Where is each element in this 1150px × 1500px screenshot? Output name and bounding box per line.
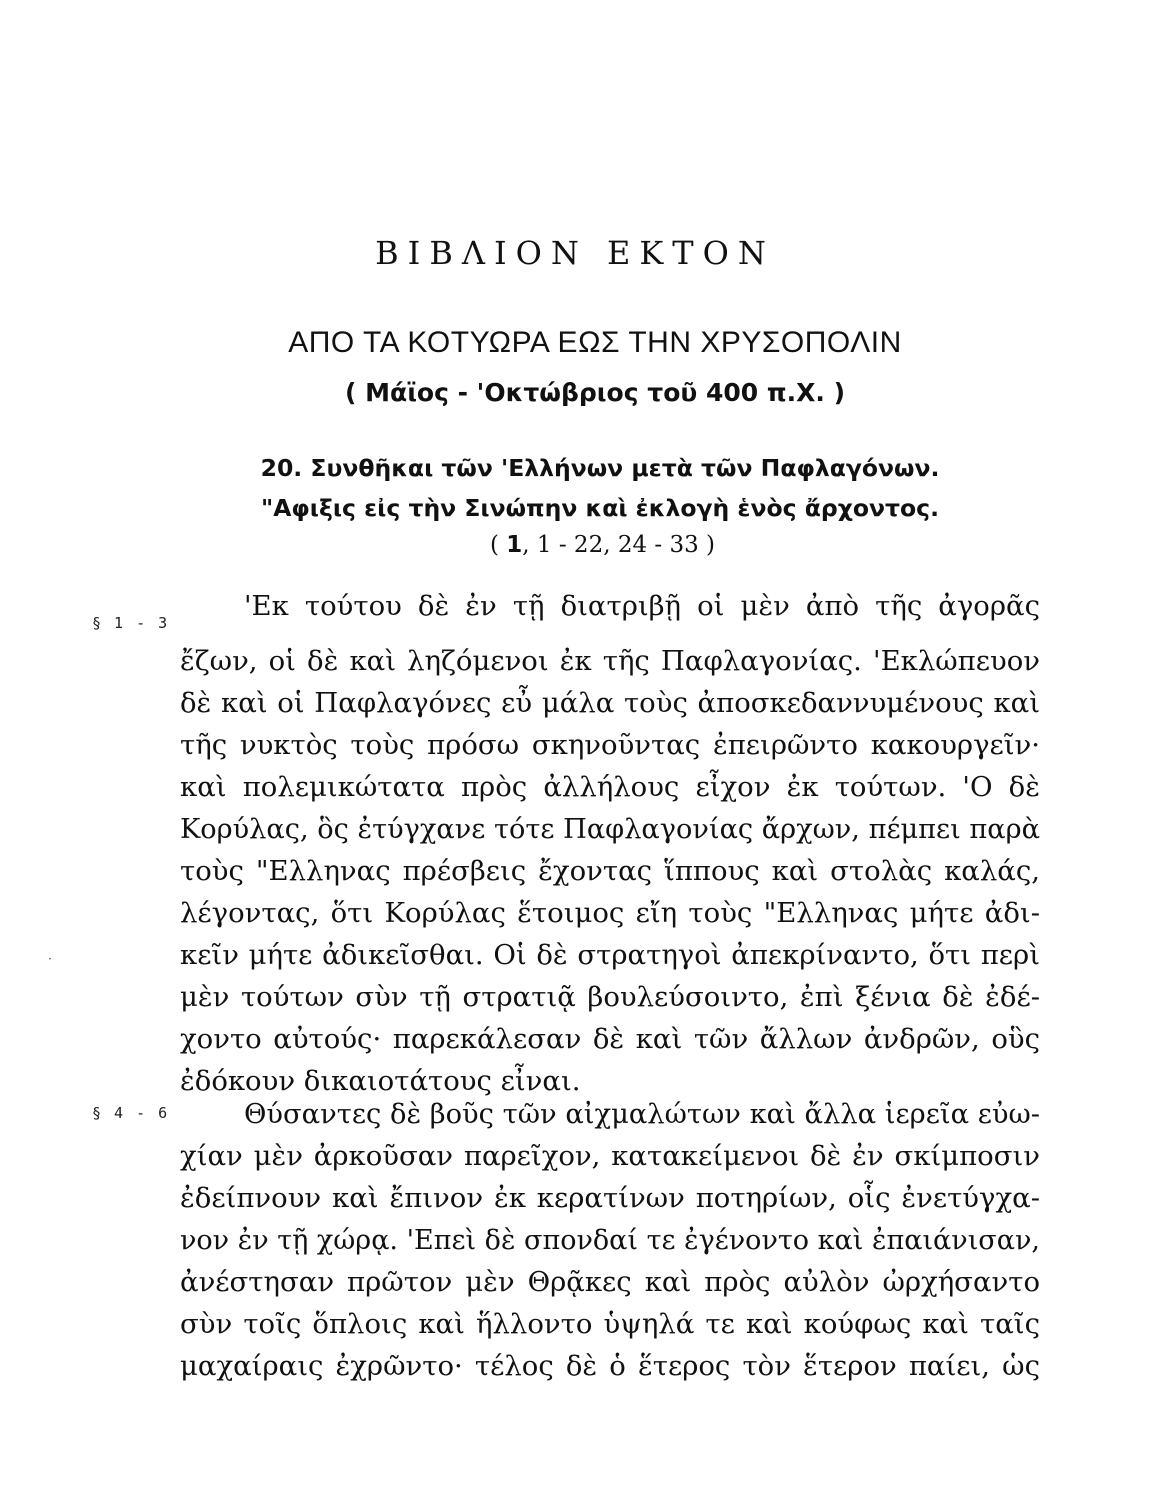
text-line: χίαν μὲν ἀρκοῦσαν παρεῖχον, κατακείμενοι δὲ ἐν σκίμποσιν [180,1140,1040,1172]
text-line: 'Εκ τούτου δὲ ἐν τῇ διατριβῇ οἱ μὲν ἀπὸ τῆς ἀγορᾶς [244,590,1040,622]
text-line: κεῖν μήτε ἀδικεῖσθαι. Οἱ δὲ στρατηγοὶ ἀπεκρίναντο, ὅτι περὶ [180,939,1040,971]
reference-book: 1 [506,532,523,558]
text-line: ἔζων, οἱ δὲ καὶ ληζόμενοι ἐκ τῆς Παφλαγονίας. 'Εκλώπευον [180,645,1040,677]
text-line: καὶ πολεμικώτατα πρὸς ἀλλήλους εἶχον ἐκ τούτων. 'Ο δὲ [180,771,1040,803]
text-line: ἀνέστησαν πρῶτον μὲν Θρᾷκες καὶ πρὸς αὐλὸν ὠρχήσαντο [180,1266,1040,1298]
text-line: ἐδόκουν δικαιοτάτους εἶναι. [180,1065,581,1097]
source-reference [0,532,1150,558]
text-line: Κορύλας, ὃς ἐτύγχανε τότε Παφλαγονίας ἄρχων, πέμπει παρὰ [180,813,1040,845]
text-line: μὲν τούτων σὺν τῇ στρατιᾷ βουλεύσοιντο, ἐπὶ ξένια δὲ ἐδέ- [180,981,1040,1013]
text-line: χοντο αὐτούς· παρεκάλεσαν δὲ καὶ τῶν ἄλλων ἀνδρῶν, οὓς [180,1023,1040,1055]
chapter-heading-text-1: Συνθῆκαι τῶν 'Ελλήνων μετὰ τῶν Παφλαγόνων. [310,454,940,482]
chapter-heading-line-2: "Αφιξις εἰς τὴν Σινώπην καὶ ἐκλογὴ ἑνὸς ἄρχοντος. [260,494,940,522]
section-marker: § 1 - 3 [92,614,170,632]
text-line: τοὺς "Ελληνας πρέσβεις ἔχοντας ἵππους καὶ στολὰς καλάς, [180,855,1040,887]
scan-speck: · [48,952,52,966]
chapter-number: 20. [260,454,303,482]
section-title: ΑΠΟ ΤΑ ΚΟΤΥΩΡΑ ΕΩΣ ΤΗΝ ΧΡΥΣΟΠΟΛΙΝ [288,326,902,359]
text-line: ἐδείπνουν καὶ ἔπινον ἐκ κερατίνων ποτηρίων, οἷς ἐνετύγχα- [180,1182,1040,1214]
text-line: νον ἐν τῇ χώρᾳ. 'Επεὶ δὲ σπονδαί τε ἐγένοντο καὶ ἐπαιάνισαν, [180,1224,1040,1256]
date-range: ( Μάϊος - 'Οκτώβριος τοῦ 400 π.Χ. ) [344,378,846,407]
text-line: μαχαίραις ἐχρῶντο· τέλος δὲ ὁ ἕτερος τὸν ἕτερον παίει, ὡς [180,1350,1040,1382]
text-line: δὲ καὶ οἱ Παφλαγόνες εὖ μάλα τοὺς ἀποσκεδαννυμένους καὶ [180,687,1040,719]
reference-open: ( [489,532,507,558]
reference-rest: , 1 - 22, 24 - 33 ) [522,532,716,558]
text-line: τῆς νυκτὸς τοὺς πρόσω σκηνοῦντας ἐπειρῶντο κακουργεῖν· [180,729,1040,761]
text-line: Θύσαντες δὲ βοῦς τῶν αἰχμαλώτων καὶ ἄλλα ἱερεῖα εὐω- [244,1098,1040,1130]
text-line: λέγοντας, ὅτι Κορύλας ἕτοιμος εἴη τοὺς "Ελληνας μήτε ἀδι- [180,897,1040,929]
section-marker: § 4 - 6 [92,1104,170,1122]
chapter-heading-line-1 [0,448,1150,488]
book-title: ΒΙΒΛΙΟΝ ΕΚΤΟΝ [375,234,775,272]
text-line: σὺν τοῖς ὅπλοις καὶ ἥλλοντο ὑψηλά τε καὶ κούφως καὶ ταῖς [180,1308,1040,1340]
chapter-heading [0,448,1150,528]
